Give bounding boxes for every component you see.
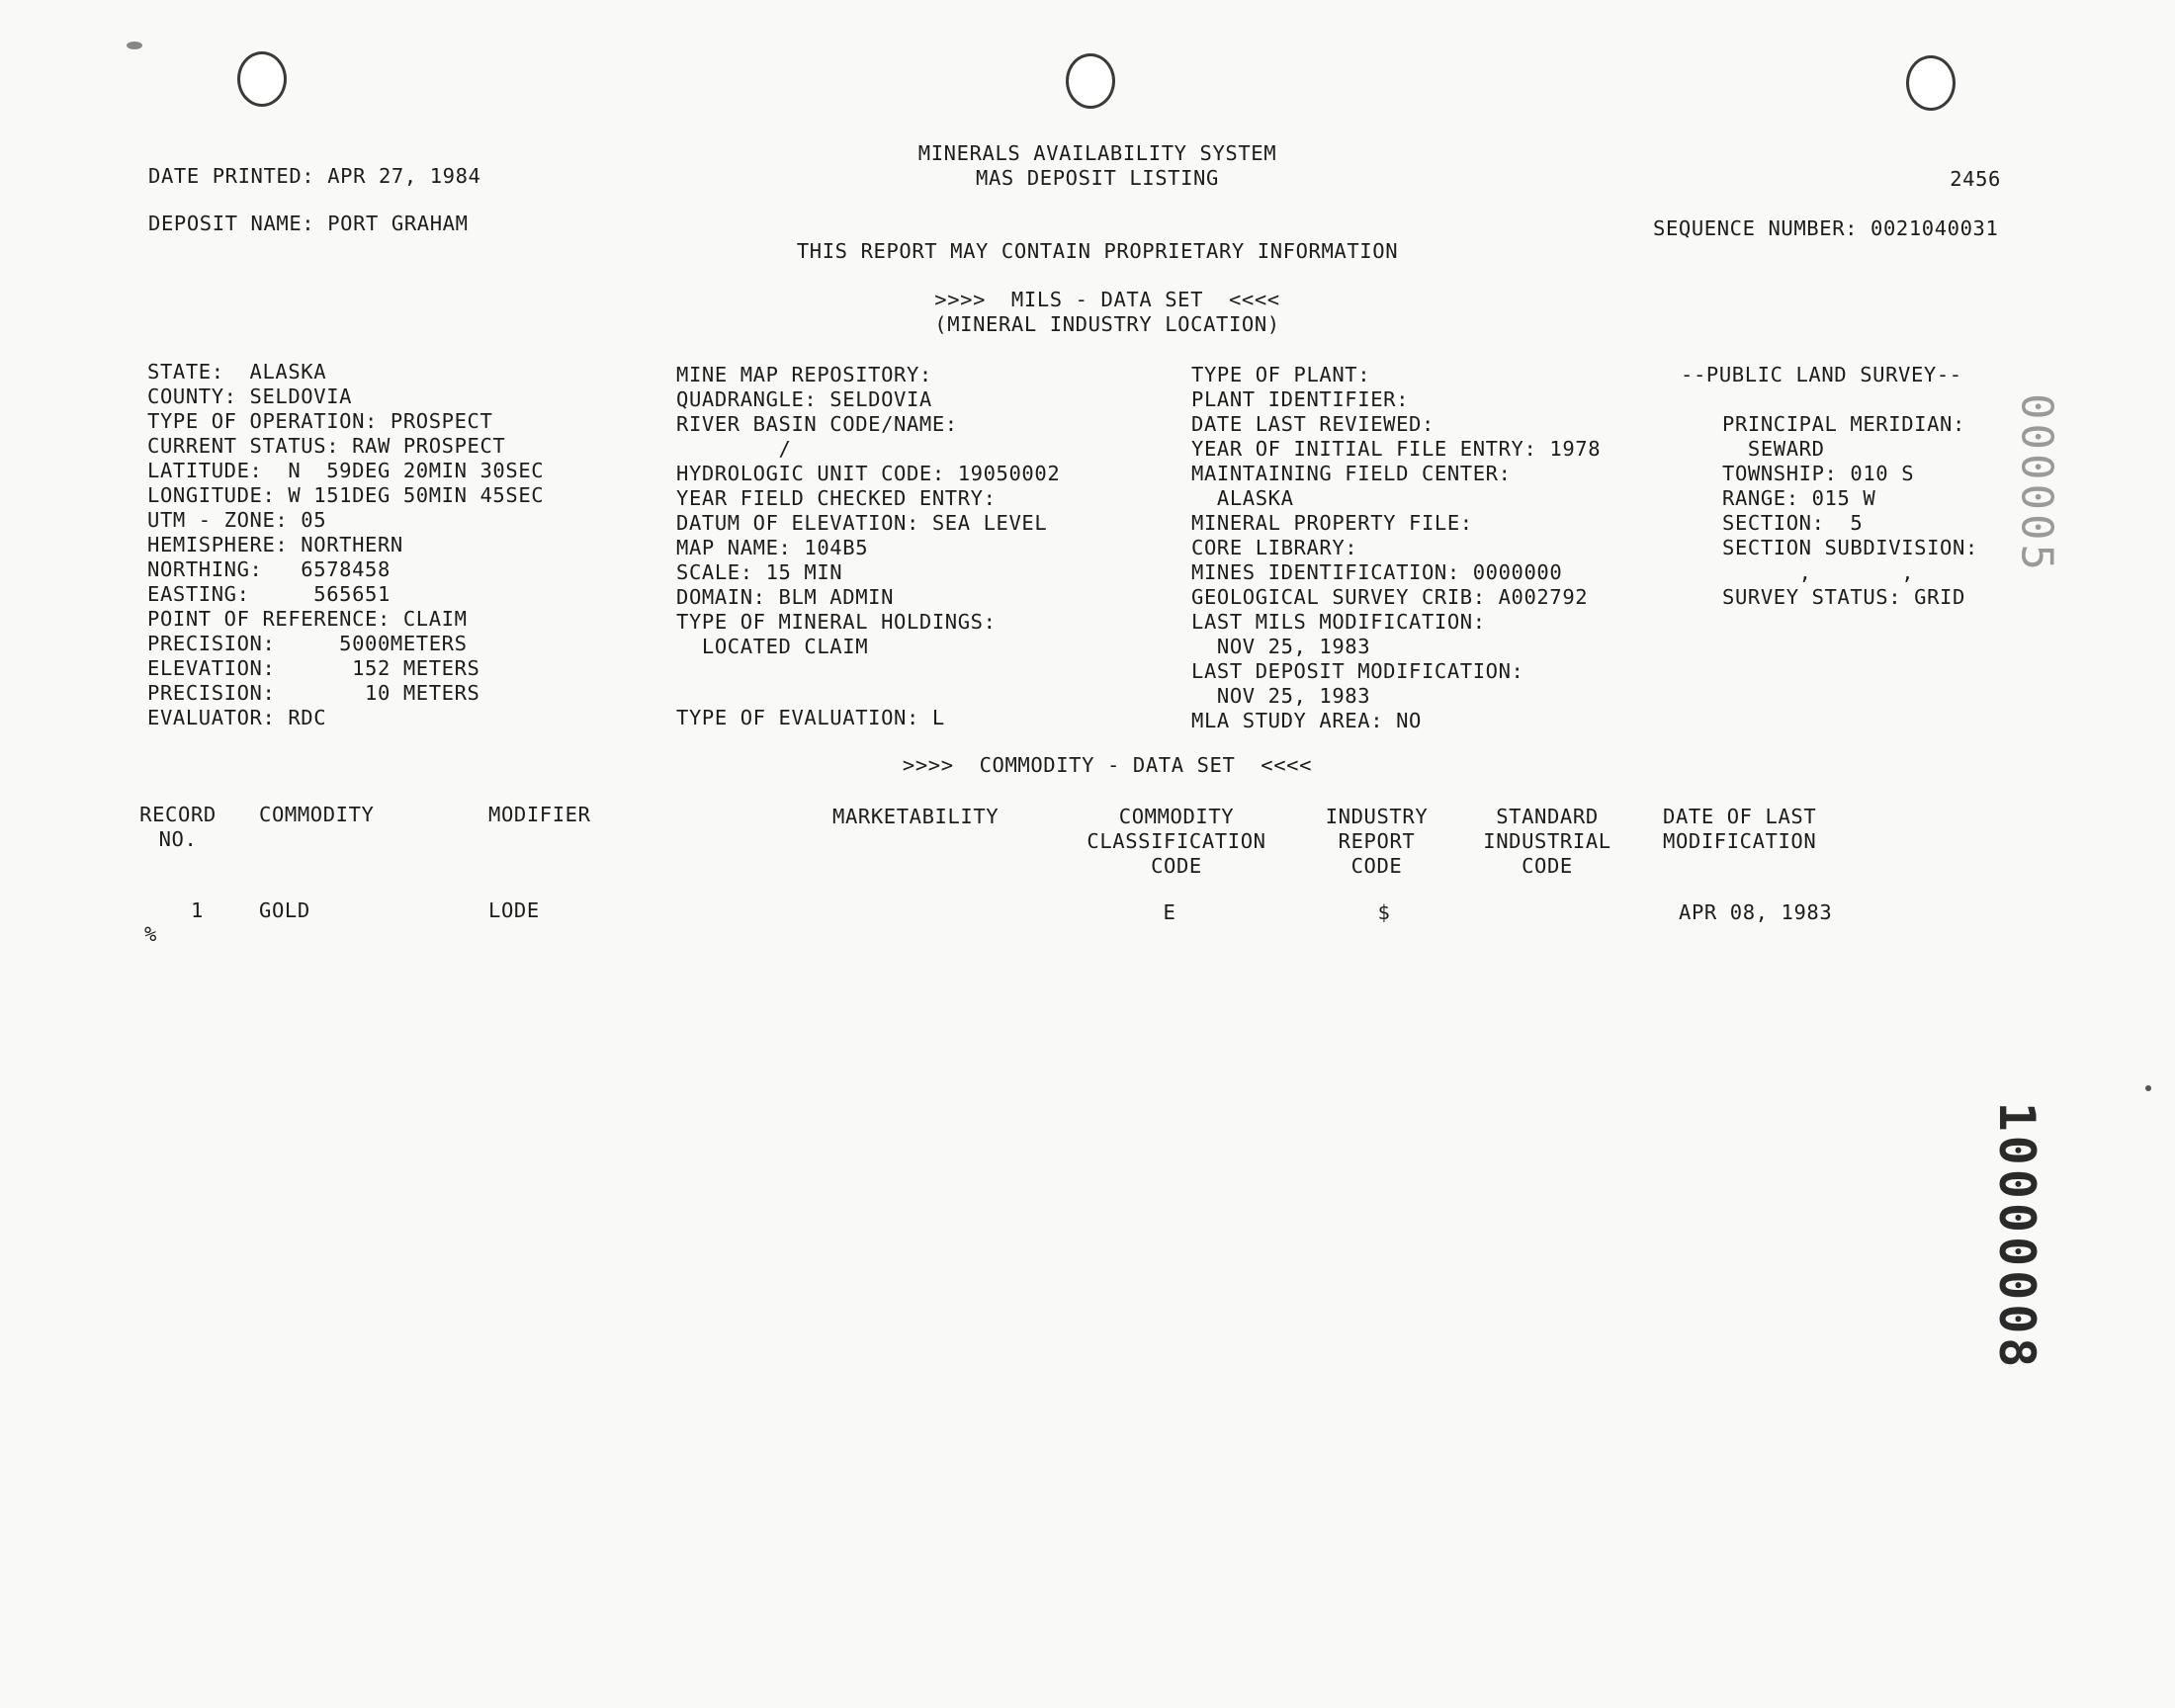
scan-speck <box>127 42 142 49</box>
header-classification-line2: CLASSIFICATION <box>1087 829 1266 853</box>
last-deposit-modification-value: NOV 25, 1983 <box>1191 684 1371 708</box>
section-subdivision-value: , , <box>1722 560 1915 584</box>
plant-identifier-field: PLANT IDENTIFIER: <box>1191 387 1410 411</box>
mine-map-repository-field: MINE MAP REPOSITORY: <box>676 363 932 386</box>
mineral-holdings-value: LOCATED CLAIM <box>676 635 869 658</box>
sequence-number: SEQUENCE NUMBER: 0021040031 <box>1653 216 1999 240</box>
last-mils-modification-value: NOV 25, 1983 <box>1191 635 1371 658</box>
header-date-last-mod-line1: DATE OF LAST <box>1663 805 1817 828</box>
deposit-name: DEPOSIT NAME: PORT GRAHAM <box>148 212 469 235</box>
header-classification-line3: CODE <box>1151 854 1202 878</box>
header-marketability: MARKETABILITY <box>832 805 1000 828</box>
survey-status-field: SURVEY STATUS: GRID <box>1722 585 1965 609</box>
current-status-field: CURRENT STATUS: RAW PROSPECT <box>147 434 506 458</box>
land-survey-heading: --PUBLIC LAND SURVEY-- <box>1681 363 1962 386</box>
operation-type-field: TYPE OF OPERATION: PROSPECT <box>147 409 493 433</box>
township-field: TOWNSHIP: 010 S <box>1722 462 1915 485</box>
latitude-field: LATITUDE: N 59DEG 20MIN 30SEC <box>147 459 545 482</box>
geological-survey-crib-field: GEOLOGICAL SURVEY CRIB: A002792 <box>1191 585 1589 609</box>
hydrologic-unit-code-field: HYDROLOGIC UNIT CODE: 19050002 <box>676 462 1061 485</box>
mineral-property-file-field: MINERAL PROPERTY FILE: <box>1191 511 1473 535</box>
cell-date-last-mod: APR 08, 1983 <box>1679 900 1833 924</box>
date-last-reviewed-field: DATE LAST REVIEWED: <box>1191 412 1435 436</box>
header-industry-report-line1: INDUSTRY <box>1325 805 1429 828</box>
last-mils-modification-field: LAST MILS MODIFICATION: <box>1191 610 1486 634</box>
page-stamp-bottom: 10000008 <box>1988 1101 2045 1372</box>
elevation-precision-field: PRECISION: 10 METERS <box>147 681 480 705</box>
core-library-field: CORE LIBRARY: <box>1191 536 1358 559</box>
year-field-checked-field: YEAR FIELD CHECKED ENTRY: <box>676 486 997 510</box>
header-record-no-line2: NO. <box>158 827 198 851</box>
header-date-last-mod-line2: MODIFICATION <box>1663 829 1817 853</box>
header-sic-line3: CODE <box>1522 854 1573 878</box>
header-classification-line1: COMMODITY <box>1118 805 1235 828</box>
state-field: STATE: ALASKA <box>147 360 327 384</box>
maintaining-field-center-value: ALASKA <box>1191 486 1294 510</box>
mineral-holdings-field: TYPE OF MINERAL HOLDINGS: <box>676 610 997 634</box>
cell-record-no: 1 <box>191 898 204 922</box>
scan-speck <box>2145 1085 2151 1091</box>
commodity-heading: >>>> COMMODITY - DATA SET <<<< <box>902 753 1313 777</box>
datum-of-elevation-field: DATUM OF ELEVATION: SEA LEVEL <box>676 511 1048 535</box>
header-modifier: MODIFIER <box>488 803 591 826</box>
mils-heading: >>>> MILS - DATA SET <<<< <box>934 288 1280 311</box>
header-record-no-line1: RECORD <box>139 803 217 826</box>
cell-industry-report-code: $ <box>1377 900 1391 924</box>
easting-field: EASTING: 565651 <box>147 582 391 606</box>
northing-field: NORTHING: 6578458 <box>147 557 391 581</box>
row-marker: % <box>144 922 157 946</box>
header-commodity: COMMODITY <box>259 803 375 826</box>
longitude-field: LONGITUDE: W 151DEG 50MIN 45SEC <box>147 483 545 507</box>
header-industry-report-line3: CODE <box>1350 854 1403 878</box>
quadrangle-field: QUADRANGLE: SELDOVIA <box>676 387 932 411</box>
cell-commodity: GOLD <box>259 898 310 922</box>
mils-subheading: (MINERAL INDUSTRY LOCATION) <box>934 312 1280 336</box>
section-field: SECTION: 5 <box>1722 511 1864 535</box>
header-sic-line1: STANDARD <box>1496 805 1599 828</box>
page-number: 2456 <box>1950 167 2001 191</box>
last-deposit-modification-field: LAST DEPOSIT MODIFICATION: <box>1191 659 1524 683</box>
mines-identification-field: MINES IDENTIFICATION: 0000000 <box>1191 560 1563 584</box>
river-basin-field: RIVER BASIN CODE/NAME: <box>676 412 958 436</box>
elevation-field: ELEVATION: 152 METERS <box>147 656 480 680</box>
hemisphere-field: HEMISPHERE: NORTHERN <box>147 533 403 556</box>
header-industry-report-line2: REPORT <box>1338 829 1416 853</box>
river-basin-value: / <box>676 437 792 461</box>
proprietary-notice: THIS REPORT MAY CONTAIN PROPRIETARY INFORMATION <box>796 239 1399 263</box>
initial-file-entry-field: YEAR OF INITIAL FILE ENTRY: 1978 <box>1191 437 1602 461</box>
map-name-field: MAP NAME: 104B5 <box>676 536 869 559</box>
system-title: MINERALS AVAILABILITY SYSTEM <box>917 141 1277 165</box>
cell-modifier: LODE <box>488 898 540 922</box>
county-field: COUNTY: SELDOVIA <box>147 384 353 408</box>
section-subdivision-field: SECTION SUBDIVISION: <box>1722 536 1978 559</box>
evaluator-field: EVALUATOR: RDC <box>147 706 327 729</box>
type-of-evaluation-field: TYPE OF EVALUATION: L <box>676 706 945 729</box>
principal-meridian-value: SEWARD <box>1722 437 1825 461</box>
date-printed: DATE PRINTED: APR 27, 1984 <box>148 164 481 188</box>
mla-study-area-field: MLA STUDY AREA: NO <box>1191 709 1422 732</box>
punch-hole-center <box>1066 53 1115 109</box>
maintaining-field-center-field: MAINTAINING FIELD CENTER: <box>1191 462 1512 485</box>
point-of-reference-field: POINT OF REFERENCE: CLAIM <box>147 607 468 631</box>
cell-classification-code: E <box>1163 900 1176 924</box>
punch-hole-right <box>1906 55 1956 111</box>
scale-field: SCALE: 15 MIN <box>676 560 843 584</box>
page-stamp-top: 000005 <box>2011 393 2062 574</box>
punch-hole-left <box>237 51 287 107</box>
utm-zone-field: UTM - ZONE: 05 <box>147 508 327 532</box>
listing-title: MAS DEPOSIT LISTING <box>976 166 1219 190</box>
domain-field: DOMAIN: BLM ADMIN <box>676 585 895 609</box>
type-of-plant-field: TYPE OF PLANT: <box>1191 363 1371 386</box>
principal-meridian-label: PRINCIPAL MERIDIAN: <box>1722 412 1965 436</box>
range-field: RANGE: 015 W <box>1722 486 1876 510</box>
header-sic-line2: INDUSTRIAL <box>1483 829 1611 853</box>
precision-field: PRECISION: 5000METERS <box>147 632 468 655</box>
